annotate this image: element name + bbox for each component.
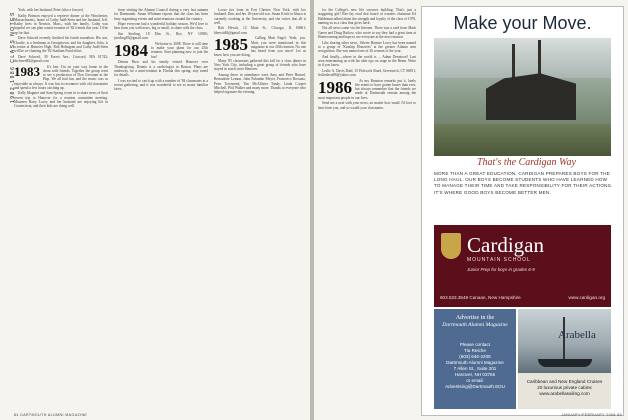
signoff: Bob Hewitt, 12 Main St., Chicago, IL 60601; bhewitt84@gmail.com <box>214 26 306 35</box>
paragraph: Many '85 classmates gathered this fall for a class dinner in New York City, including a great group of friends who have stayed in touch since Hanover. <box>214 58 306 72</box>
signoff: Leslie A. Davis Dahl, 15 Pickwick Road, Greenwich, CT 06831; lesliedavis86@yahoo.com <box>318 68 416 78</box>
school-subtitle: MOUNTAIN SCHOOL <box>467 257 531 263</box>
arabella-caption-line: 20 luxurious private cabins <box>537 385 592 390</box>
right-page <box>314 0 628 420</box>
paragraph: As my Reunion remarks put it, lately life seems to have gotten busier than ever, but always remember that the friends we made at Dartmouth remain among the most important people in our lives. <box>318 78 416 100</box>
dam-title: Advertise in the <box>455 315 495 321</box>
dam-org: Dartmouth Alumni Magazine <box>446 360 504 365</box>
class-year-heading: 1986 <box>318 77 352 97</box>
ad-body-text: MORE THAN A GREAT EDUCATION, CARDIGAN PREPARES BOYS FOR THE LONG HAUL. OUR BOYS BECOME STUDENTS WHO HAVE LEARNED HOW TO MANAGE THEIR TIME AND TAKE RESPONSIBILITY FOR THEIR ACTIONS. IT'S WHERE GOOD BOYS BECOME BETTER MEN. <box>434 171 613 195</box>
dam-magazine-name: Dartmouth Alumni Magazine <box>442 322 508 328</box>
dam-address: 7 Allen St., Suite 201 <box>453 366 497 371</box>
dam-city: Hanover, NH 03755 <box>454 372 496 377</box>
crest-icon <box>441 233 461 259</box>
dam-advertising-box <box>434 309 516 409</box>
dam-contact-phone: (603) 646-2208 <box>459 354 491 359</box>
school-name: Cardigan <box>467 233 544 257</box>
paragraph: And finally—where in the world is ... Adam Dennison? Last seen entertaining us with his alter ego on stage in the Bema. Write in if you know. <box>318 54 416 68</box>
ad-tagline: That's the Cardigan Way <box>477 157 576 168</box>
arabella-ad[interactable] <box>518 309 611 409</box>
right-column-1 <box>318 8 416 403</box>
class-year-heading: 1983 <box>14 63 40 79</box>
left-page-footer: 84 DARTMOUTH ALUMNI MAGAZINE <box>14 413 88 417</box>
paragraph: Kelly Maguire and Sam Spring wrote in to share news of their recent trip to Hanover for a reunion committee meeting. Maureen Barry Lacey and her husband are enjoying life in Connecticut, and their kids are doing well. <box>14 91 108 109</box>
arabella-caption-line: Caribbean and New England Cruises <box>526 379 603 384</box>
cardigan-logo-box[interactable] <box>434 225 611 307</box>
cardigan-advertisement[interactable] <box>421 6 624 416</box>
paragraph: Hope everyone had a wonderful holiday season. We'd love to hear from you with news, big or small, to share with the class. <box>114 22 208 31</box>
school-url-link[interactable]: www.cardigan.org <box>568 295 605 300</box>
dam-email-label: or email: <box>466 378 484 383</box>
signoff: Dave Schwed, 39 Forest Ave., Concord, MA 01742; dschwed82@gmail.com <box>14 54 108 63</box>
paragraph: from visiting the Alumni Council during a very fast autumn for Dartmouth. Susan Whitman reports that the class has been busy organizing events and mini-reunions around the country. <box>114 8 208 21</box>
dam-contact-block <box>434 342 516 390</box>
class-notes-sidebar <box>3 11 16 360</box>
paragraph: Among those in attendance were Amy and Peter Hartsel, Bernadette Lemon, John Palumbo Meyer, Francesco Rossano, Peter Townsend, Tim McAllister Tandy, Linda Cooper Mitchell, Phil Walker and many more. Thanks to everyone who helped organize the evening. <box>214 73 306 95</box>
paragraph: Kathy Brinson enjoyed a reprieve dinner at the Winchester, Massachusetts, home of Cathy Judd-Stein and her husband, Jeff. Kathy lives in Newton, Mass., with her family. Cathy was hopeful we can plan a mini-reunion of '82 friends this year. I'd be up for that. <box>14 13 108 35</box>
paragraph: Like sharing other news, Valerie Harmer Lowy has been named to a group of 'Kinship Honorees' at the greater Atlanta area recognition. She was named one of 26 women of the year. <box>318 40 416 54</box>
paragraph: York, with her husband, Peter (also a lawyer). <box>18 8 84 12</box>
paragraph: Dave Schwed recently finished his fourth marathon. His son, Charlie, is a freshman at Georgetown, and his daughter, Julia, is a senior at Hanover High. Rob Holmgren and Cathy Judd-Stein will be co-chairing the '82 Stadium Fund effort. <box>14 36 108 54</box>
left-column-3 <box>214 8 306 403</box>
arabella-url-link[interactable]: www.arabellasailing.com <box>539 391 590 396</box>
paragraph: for the College's new life sciences building. That's just a staggering gift! Bee-Jay read that board of trustees chairman Ed Haldeman talked about the strength and loyalty of the class of 1978, naming us as a class that gives back. <box>318 8 416 25</box>
signoff: Jim Sterling, 18 Elm St., Rye, NY 10580; jsterling83@gmail.com <box>114 32 208 41</box>
paragraph: Calling Matt Engel. Yeah, you. Matt, you were mentioned in this magazine at our 20th reunion. No one has heard from you since! Let us know how you are doing. <box>214 36 306 58</box>
left-column-1 <box>14 8 108 403</box>
paragraph: Send me a note with your news, no matter how small. I'd love to hear from you, and so would your classmates. <box>318 101 416 110</box>
school-description: Junior Prep for boys in grades 6-9 <box>467 267 535 272</box>
sidebar-label: 1982-1986 CLASS NOTES <box>10 11 16 103</box>
paragraph: Welcome to 2008. There is still time to make your plans for our 25th reunion. Start planning now to join the fun! <box>151 41 208 59</box>
ad-headline: Make your Move. <box>453 13 592 33</box>
class-year-heading: 1985 <box>214 35 248 55</box>
left-page <box>0 0 310 420</box>
paragraph: I was excited to catch up with a number of '84 classmates at a recent gathering, and it was wonderful to see so many familiar faces. <box>114 78 208 92</box>
ad-photo-ship <box>434 38 611 156</box>
dam-contact-name: Tia Reiche <box>464 348 486 353</box>
paragraph: Loose ties from in Fort Chester, New York, with her husband, Dan, and her 16-year-old son. Susan Kirch in Ithaca is currently working at the University, and she writes that all is well. <box>214 8 306 25</box>
dam-contact-label: Please contact <box>459 342 491 347</box>
paragraph: It's late. I'm on your way home in the dorm with friends. Together the group went to see a production of Don Giovanni at the Hop. We all had fun, and the music was as enjoyable as always. It was fun to reconnect with old classmates and spend a few hours catching up. <box>14 64 108 90</box>
dam-email-link[interactable]: Advertising@Dartmouth.EDU <box>445 384 505 389</box>
left-column-2 <box>114 8 208 403</box>
sailboat-icon <box>538 359 592 367</box>
right-page-footer: JANUARY/FEBRUARY 2008 85 <box>561 413 622 417</box>
paragraph: Not all news came via the Internet. There was a card from Mark Garen and Doug Rutlow, who wrote to say they had a great time at Homecoming and hope to see everyone at the next reunion. <box>318 26 416 39</box>
class-year-heading: 1984 <box>114 40 148 60</box>
paragraph: Dennis Huss and his family visited Hanover over Thanksgiving. Dennis is a cardiologist in Boston. Plans are underway for a mini-reunion in Florida this spring; stay tuned for details. <box>114 60 208 78</box>
arabella-name: Arabella <box>558 329 596 341</box>
sailboat-photo <box>518 309 611 373</box>
school-phone: 603.523.3548 Canaan, New Hampshire <box>440 295 521 300</box>
arabella-caption <box>518 379 611 397</box>
